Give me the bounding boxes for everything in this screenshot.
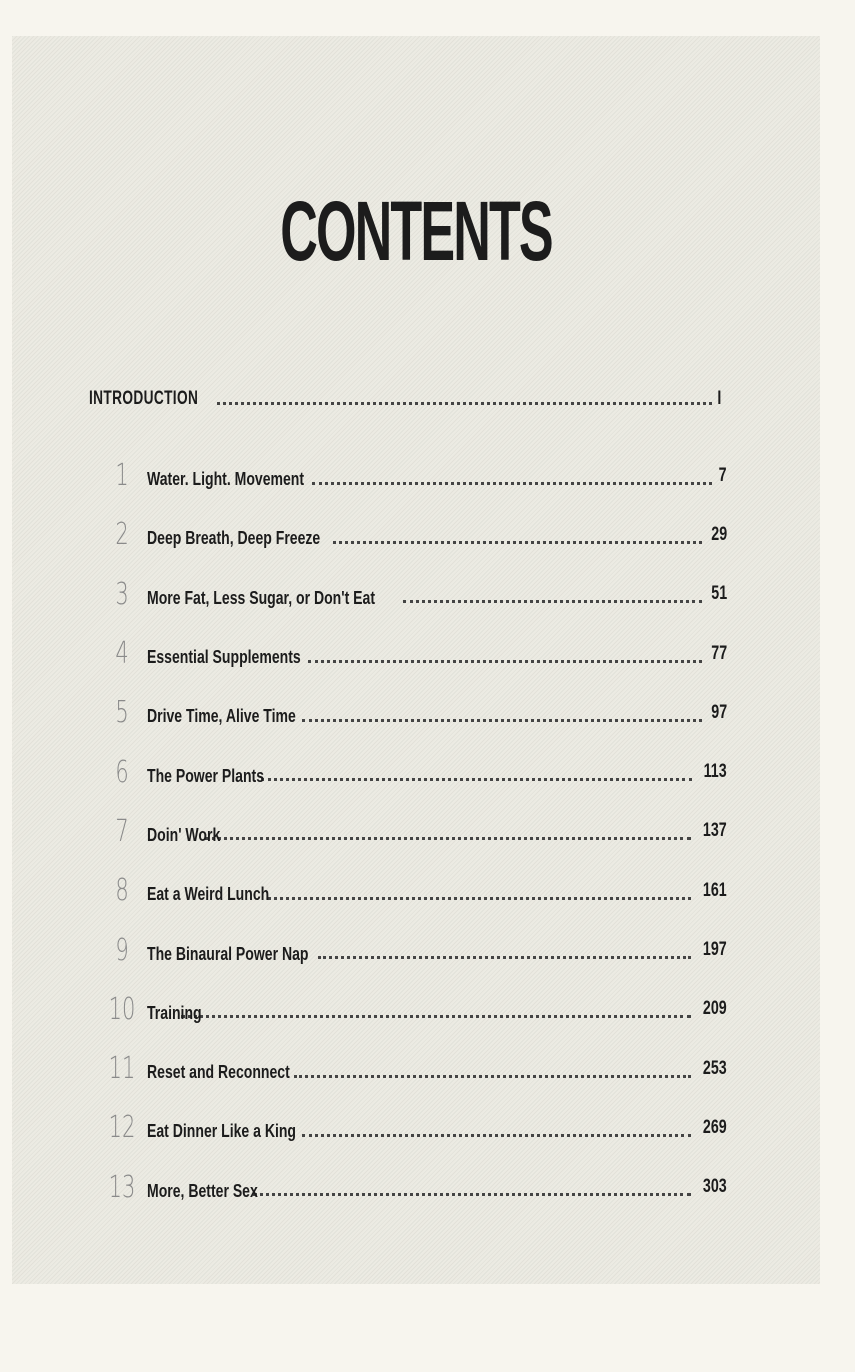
page-title: CONTENTS [280,184,552,278]
toc-entry [97,1039,727,1098]
chapter-page: 161 [703,879,727,901]
toc-entry [97,446,727,505]
chapter-number: 2 [115,517,129,553]
toc-entry [97,920,727,979]
chapter-number: 11 [108,1051,136,1087]
chapter-number: 9 [115,932,129,968]
chapter-title: Training [147,1002,202,1023]
toc-entry-introduction [89,386,721,410]
toc-entry [97,1158,727,1217]
chapter-page: 269 [703,1116,727,1138]
chapter-number: 13 [108,1169,136,1205]
chapter-number: 3 [115,576,129,612]
chapter-list [97,446,727,1217]
toc-entry [97,802,727,861]
chapter-page: 77 [711,642,727,664]
chapter-number: 5 [115,695,129,731]
chapter-page: 209 [703,998,727,1020]
chapter-page: 29 [711,523,727,545]
chapter-page: 7 [719,464,727,486]
dot-leader [308,660,702,663]
chapter-number: 8 [115,873,129,909]
toc-entry [97,742,727,801]
chapter-number: 10 [108,991,136,1027]
chapter-page: 113 [704,761,727,783]
chapter-page: 253 [703,1057,727,1079]
chapter-title: More Fat, Less Sugar, or Don't Eat [147,587,376,608]
dot-leader [333,541,702,544]
dot-leader [294,1075,691,1078]
chapter-page: 51 [711,583,727,605]
toc-entry [97,683,727,742]
chapter-title: Deep Breath, Deep Freeze [147,528,321,549]
dot-leader [253,1193,691,1196]
chapter-page: 97 [711,701,727,723]
chapter-number: 6 [115,754,129,790]
chapter-page: 137 [703,820,727,842]
toc-entry [97,505,727,564]
dot-leader [217,402,712,405]
chapter-number: 4 [115,636,129,672]
introduction-page: I [717,388,721,409]
chapter-number: 7 [115,813,129,849]
dot-leader [403,600,702,603]
chapter-page: 303 [703,1176,727,1198]
chapter-title: Water. Light. Movement [147,469,305,490]
chapter-title: Drive Time, Alive Time [147,706,296,727]
toc-entry [97,980,727,1039]
dot-leader [318,956,691,959]
chapter-title: Essential Supplements [147,647,301,668]
chapter-title: The Binaural Power Nap [147,943,309,964]
chapter-title: Doin' Work [147,824,221,845]
chapter-title: Reset and Reconnect [147,1062,290,1083]
introduction-label: INTRODUCTION [89,388,199,409]
dot-leader [205,837,691,840]
chapter-number: 12 [108,1110,136,1146]
dot-leader [181,1015,691,1018]
dot-leader [302,719,702,722]
toc-entry [97,861,727,920]
chapter-title: More, Better Sex [147,1180,258,1201]
dot-leader [261,778,692,781]
chapter-title: The Power Plants [147,765,265,786]
chapter-title: Eat a Weird Lunch [147,884,270,905]
dot-leader [268,897,692,900]
dot-leader [312,482,712,485]
toc-entry [97,1098,727,1157]
toc-entry [97,565,727,624]
dot-leader [302,1134,691,1137]
book-page [12,36,820,1284]
toc-entry [97,624,727,683]
chapter-number: 1 [115,458,129,494]
chapter-title: Eat Dinner Like a King [147,1121,297,1142]
chapter-page: 197 [703,939,727,961]
